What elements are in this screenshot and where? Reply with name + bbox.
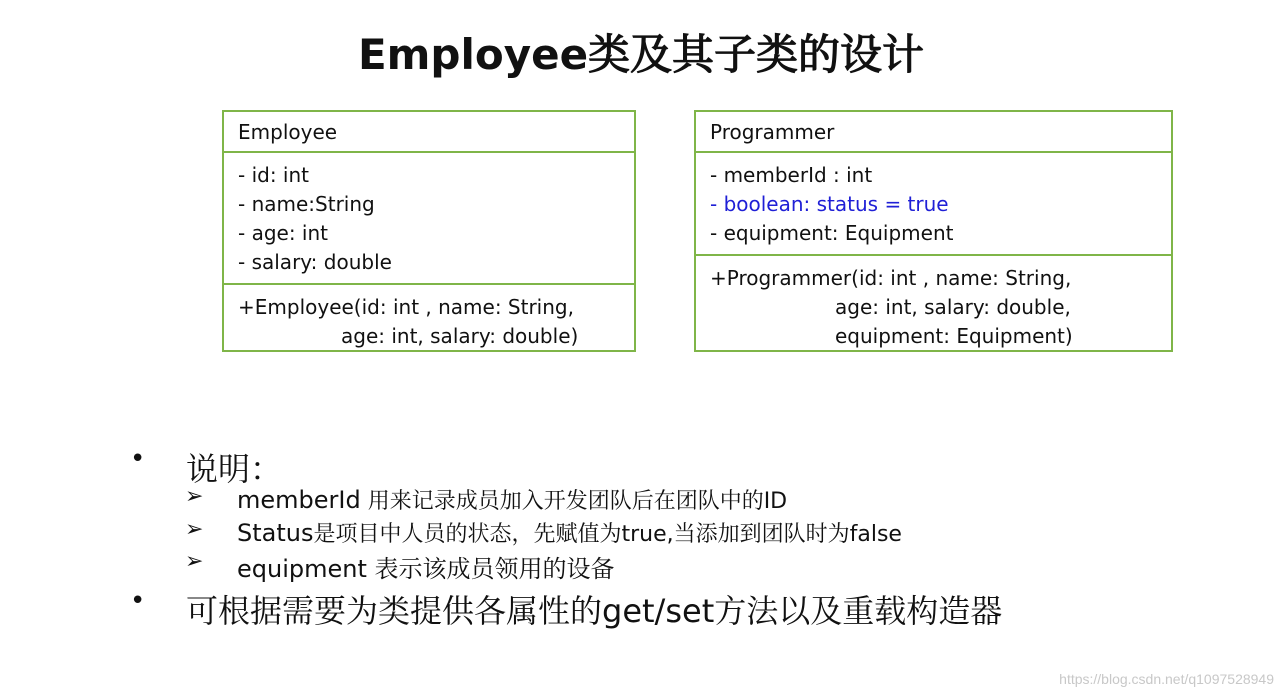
arrow-bullet-icon: ➢ xyxy=(185,484,204,509)
employee-class-name: Employee xyxy=(238,120,338,144)
note-heading: 说明： xyxy=(186,450,283,488)
arrow-bullet-icon: ➢ xyxy=(185,549,204,574)
bullet-icon: • xyxy=(130,444,146,474)
bullet-icon: • xyxy=(130,586,146,616)
programmer-class-name: Programmer xyxy=(710,120,835,144)
page-title: Employee类及其子类的设计 xyxy=(357,30,925,79)
programmer-attributes xyxy=(696,151,1171,254)
programmer-class-box xyxy=(694,110,1173,352)
note-key-memberid: memberId xyxy=(237,486,361,514)
programmer-methods xyxy=(696,254,1171,357)
arrow-bullet-icon: ➢ xyxy=(185,517,204,542)
programmer-ctor-line-1: +Programmer(id: int , name: String, xyxy=(710,266,1072,290)
note-text-memberid: 用来记录成员加入开发团队后在团队中的ID xyxy=(360,489,788,514)
employee-class-box xyxy=(222,110,636,352)
employee-ctor-line-1: +Employee(id: int , name: String, xyxy=(238,295,574,319)
programmer-ctor-line-2: age: int, salary: double, xyxy=(835,295,1071,319)
programmer-attr-equipment: - equipment: Equipment xyxy=(710,221,954,245)
employee-methods xyxy=(224,283,634,357)
employee-attr-name: - name:String xyxy=(238,192,375,216)
employee-attributes xyxy=(224,151,634,283)
employee-attr-id: - id: int xyxy=(238,163,309,187)
employee-attr-age: - age: int xyxy=(238,221,328,245)
employee-attr-salary: - salary: double xyxy=(238,250,392,274)
programmer-attr-memberid: - memberId : int xyxy=(710,163,873,187)
note-key-equipment: equipment xyxy=(237,555,367,583)
note-last: 可根据需要为类提供各属性的get/set方法以及重载构造器 xyxy=(186,592,1003,630)
programmer-ctor-line-3: equipment: Equipment) xyxy=(835,324,1073,348)
employee-ctor-line-2: age: int, salary: double) xyxy=(341,324,579,348)
note-key-status: Status xyxy=(237,519,314,547)
watermark: https://blog.csdn.net/q1097528949 xyxy=(1059,671,1274,687)
note-text-equipment: 表示该成员领用的设备 xyxy=(366,555,615,583)
note-text-status: 是项目中人员的状态，先赋值为true,当添加到团队时为false xyxy=(313,522,902,547)
programmer-attr-status: - boolean: status = true xyxy=(710,192,949,216)
